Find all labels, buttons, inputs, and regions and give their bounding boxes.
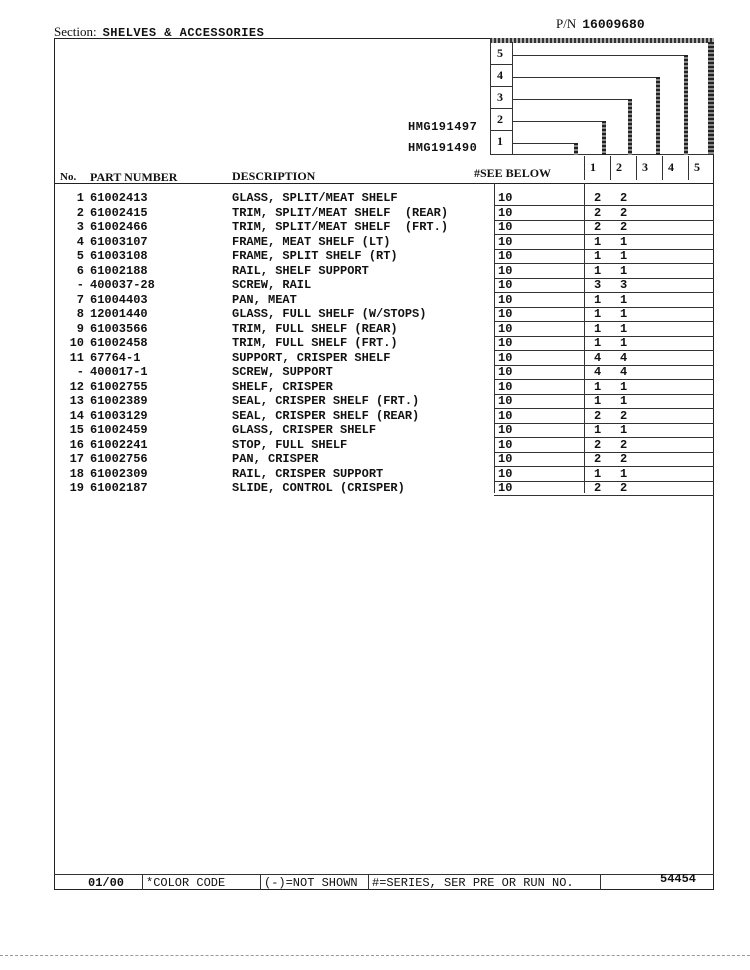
part-number: 61002415	[90, 205, 148, 220]
quantity-series-1: 1	[594, 379, 602, 394]
footer-divider	[260, 874, 261, 890]
bracket-line-2-vertical	[602, 121, 606, 155]
row-number: 15	[69, 423, 84, 437]
bracket-line-1	[512, 143, 576, 144]
series-box-1: 1	[497, 134, 503, 148]
part-description: GLASS, SPLIT/MEAT SHELF	[232, 191, 398, 205]
quantity-series-2: 2	[620, 481, 628, 495]
page-bottom-edge	[0, 955, 750, 956]
table-row	[56, 438, 714, 453]
table-row	[56, 452, 714, 467]
part-description: SEAL, CRISPER SHELF (REAR)	[232, 408, 420, 423]
part-number: 61003108	[90, 249, 148, 263]
series-box-divider	[490, 130, 512, 131]
bracket-line-4	[512, 77, 658, 78]
quantity-series-1: 2	[594, 205, 602, 220]
series-column-2: 2	[616, 160, 622, 174]
row-number: 13	[69, 394, 84, 408]
table-row	[56, 293, 714, 308]
footer-code: 54454	[660, 872, 697, 886]
series-box-left-border	[490, 42, 491, 154]
quantity-series-2: 1	[620, 249, 628, 263]
part-description: GLASS, FULL SHELF (W/STOPS)	[232, 307, 427, 321]
table-row	[56, 394, 714, 409]
table-row	[56, 264, 714, 279]
quantity-series-1: 2	[594, 408, 602, 423]
quantity-series-1: 2	[594, 437, 602, 452]
series-code: 10	[498, 263, 513, 278]
quantity-series-1: 4	[594, 365, 602, 379]
part-number: 61003107	[90, 234, 148, 249]
quantity-series-2: 1	[620, 263, 628, 278]
footer-color-code: *COLOR CODE	[146, 876, 226, 890]
section-label: Section:	[54, 24, 97, 39]
part-description: STOP, FULL SHELF	[232, 437, 348, 452]
footer-divider	[142, 874, 143, 890]
table-row	[56, 481, 714, 496]
series-box-divider	[490, 64, 512, 65]
series-column-4: 4	[668, 160, 674, 174]
bracket-line-3	[512, 99, 630, 100]
part-number: 61002309	[90, 466, 148, 481]
part-number: 61002187	[90, 481, 148, 495]
quantity-series-1: 1	[594, 336, 602, 350]
quantity-series-2: 2	[620, 437, 628, 452]
part-number: 400037-28	[90, 278, 155, 292]
series-code: 10	[498, 336, 513, 350]
series-diagram-right-strip	[708, 42, 714, 154]
series-code: 10	[498, 321, 513, 336]
part-description: SHELF, CRISPER	[232, 379, 333, 394]
bracket-line-4-vertical	[656, 77, 660, 155]
quantity-series-1: 3	[594, 278, 602, 292]
part-description: GLASS, CRISPER SHELF	[232, 423, 377, 437]
series-code: 10	[498, 292, 513, 307]
quantity-series-2: 2	[620, 220, 628, 234]
series-code: 10	[498, 408, 513, 423]
series-code: 10	[498, 220, 513, 234]
footer-divider	[368, 874, 369, 890]
row-number: 10	[69, 336, 84, 350]
part-number: 61004403	[90, 292, 148, 307]
quantity-series-2: 1	[620, 321, 628, 336]
row-number: 1	[76, 191, 84, 205]
series-box-divider	[490, 108, 512, 109]
quantity-series-2: 2	[620, 452, 628, 466]
series-column-divider	[688, 156, 689, 180]
part-number: 61002241	[90, 437, 148, 452]
part-description: TRIM, FULL SHELF (FRT.)	[232, 336, 398, 350]
pn-value: 16009680	[582, 17, 645, 32]
quantity-series-1: 1	[594, 263, 602, 278]
series-box-right-border	[512, 42, 513, 154]
table-row	[56, 191, 714, 206]
table-row	[56, 423, 714, 438]
row-number: -	[76, 278, 84, 292]
quantity-series-2: 1	[620, 423, 628, 437]
quantity-series-2: 2	[620, 408, 628, 423]
footer-rule	[54, 874, 714, 875]
table-row	[56, 307, 714, 322]
section-value: SHELVES & ACCESSORIES	[102, 26, 265, 40]
row-number: 12	[69, 379, 84, 394]
quantity-series-1: 2	[594, 481, 602, 495]
part-description: TRIM, SPLIT/MEAT SHELF (REAR)	[232, 205, 449, 220]
series-column-divider	[610, 156, 611, 180]
part-number: 67764-1	[90, 350, 141, 365]
quantity-series-1: 1	[594, 292, 602, 307]
series-code: 10	[498, 452, 513, 466]
row-number: 6	[76, 263, 84, 278]
part-description: SEAL, CRISPER SHELF (FRT.)	[232, 394, 420, 408]
footer-series-note: #=SERIES, SER PRE OR RUN NO.	[372, 876, 574, 890]
part-number: 400017-1	[90, 365, 148, 379]
row-number: 4	[76, 234, 84, 249]
bracket-line-2	[512, 121, 604, 122]
quantity-series-1: 1	[594, 466, 602, 481]
quantity-series-1: 1	[594, 234, 602, 249]
table-row	[56, 278, 714, 293]
row-number: 9	[76, 321, 84, 336]
part-description: RAIL, CRISPER SUPPORT	[232, 466, 384, 481]
row-separator	[494, 495, 714, 496]
quantity-series-1: 2	[594, 191, 602, 205]
series-box-divider	[490, 86, 512, 87]
part-number: 61002756	[90, 452, 148, 466]
series-code: 10	[498, 234, 513, 249]
series-code: 10	[498, 191, 513, 205]
series-code: 10	[498, 394, 513, 408]
series-code: 10	[498, 437, 513, 452]
part-number: 61002755	[90, 379, 148, 394]
bracket-line-3-vertical	[628, 99, 632, 155]
quantity-series-1: 4	[594, 350, 602, 365]
row-number: 5	[76, 249, 84, 263]
table-row	[56, 322, 714, 337]
row-number: 16	[69, 437, 84, 452]
row-number: 17	[69, 452, 84, 466]
part-description: TRIM, SPLIT/MEAT SHELF (FRT.)	[232, 220, 449, 234]
quantity-series-1: 1	[594, 307, 602, 321]
series-column-divider	[636, 156, 637, 180]
series-column-5: 5	[694, 160, 700, 174]
quantity-series-1: 1	[594, 423, 602, 437]
quantity-series-2: 1	[620, 336, 628, 350]
part-description: SCREW, SUPPORT	[232, 365, 333, 379]
table-row	[56, 351, 714, 366]
series-code: 10	[498, 278, 513, 292]
table-row	[56, 235, 714, 250]
part-description: FRAME, MEAT SHELF (LT)	[232, 234, 391, 249]
row-number: 18	[69, 466, 84, 481]
quantity-series-2: 2	[620, 191, 628, 205]
row-number: 7	[76, 292, 84, 307]
series-column-divider	[662, 156, 663, 180]
table-row	[56, 249, 714, 264]
table-row	[56, 220, 714, 235]
header-rule	[54, 183, 714, 184]
series-column-divider	[584, 156, 585, 180]
part-number: 61002389	[90, 394, 148, 408]
part-number: 12001440	[90, 307, 148, 321]
qty-column-divider	[584, 183, 585, 493]
series-diagram-top-bar	[490, 38, 714, 43]
model-number: HMG191497	[408, 120, 478, 134]
row-number: 19	[69, 481, 84, 495]
row-number: 14	[69, 408, 84, 423]
pn-label: P/N	[556, 16, 577, 31]
series-box-5: 5	[497, 46, 503, 60]
quantity-series-1: 1	[594, 321, 602, 336]
footer-date: 01/00	[88, 876, 125, 890]
column-header-description: DESCRIPTION	[232, 169, 316, 183]
bracket-line-1-vertical	[574, 143, 578, 155]
quantity-series-2: 1	[620, 292, 628, 307]
series-column-3: 3	[642, 160, 648, 174]
quantity-series-2: 4	[620, 350, 628, 365]
part-number: 61002458	[90, 336, 148, 350]
column-header-see-below: #SEE BELOW	[474, 166, 552, 180]
row-number: -	[76, 365, 84, 379]
bracket-line-5	[512, 55, 686, 56]
part-number: 61003566	[90, 321, 148, 336]
bracket-line-5-vertical	[684, 55, 688, 155]
see-column-divider	[494, 183, 495, 493]
part-number: 61003129	[90, 408, 148, 423]
part-description: TRIM, FULL SHELF (REAR)	[232, 321, 398, 336]
series-code: 10	[498, 379, 513, 394]
table-row	[56, 365, 714, 380]
part-number: 61002188	[90, 263, 148, 278]
table-row	[56, 380, 714, 395]
model-number: HMG191490	[408, 141, 478, 155]
part-number: 61002466	[90, 220, 148, 234]
quantity-series-2: 1	[620, 394, 628, 408]
quantity-series-2: 1	[620, 307, 628, 321]
part-description: FRAME, SPLIT SHELF (RT)	[232, 249, 398, 263]
row-number: 2	[76, 205, 84, 220]
table-row	[56, 206, 714, 221]
row-number: 11	[69, 350, 84, 365]
footer-divider	[600, 874, 601, 890]
table-row	[56, 409, 714, 424]
quantity-series-1: 1	[594, 249, 602, 263]
table-row	[56, 336, 714, 351]
part-number-header	[556, 16, 645, 32]
part-description: RAIL, SHELF SUPPORT	[232, 263, 369, 278]
column-header-no: No.	[60, 171, 77, 183]
row-number: 8	[76, 307, 84, 321]
table-row	[56, 467, 714, 482]
part-description: SCREW, RAIL	[232, 278, 312, 292]
series-box-3: 3	[497, 90, 503, 104]
footer-not-shown: (-)=NOT SHOWN	[264, 876, 358, 890]
quantity-series-1: 1	[594, 394, 602, 408]
series-code: 10	[498, 249, 513, 263]
series-code: 10	[498, 466, 513, 481]
series-code: 10	[498, 365, 513, 379]
quantity-series-2: 2	[620, 205, 628, 220]
quantity-series-2: 4	[620, 365, 628, 379]
quantity-series-2: 3	[620, 278, 628, 292]
series-box-4: 4	[497, 68, 503, 82]
series-box-2: 2	[497, 112, 503, 126]
series-code: 10	[498, 423, 513, 437]
series-code: 10	[498, 307, 513, 321]
part-description: SLIDE, CONTROL (CRISPER)	[232, 481, 405, 495]
quantity-series-2: 1	[620, 234, 628, 249]
part-number: 61002459	[90, 423, 148, 437]
column-header-part-number: PART NUMBER	[90, 170, 178, 184]
quantity-series-1: 2	[594, 220, 602, 234]
quantity-series-2: 1	[620, 379, 628, 394]
quantity-series-1: 2	[594, 452, 602, 466]
series-code: 10	[498, 350, 513, 365]
quantity-series-2: 1	[620, 466, 628, 481]
part-description: PAN, MEAT	[232, 292, 297, 307]
series-code: 10	[498, 205, 513, 220]
series-code: 10	[498, 481, 513, 495]
part-description: SUPPORT, CRISPER SHELF	[232, 350, 391, 365]
series-column-1: 1	[590, 160, 596, 174]
row-number: 3	[76, 220, 84, 234]
part-number: 61002413	[90, 191, 148, 205]
part-description: PAN, CRISPER	[232, 452, 319, 466]
